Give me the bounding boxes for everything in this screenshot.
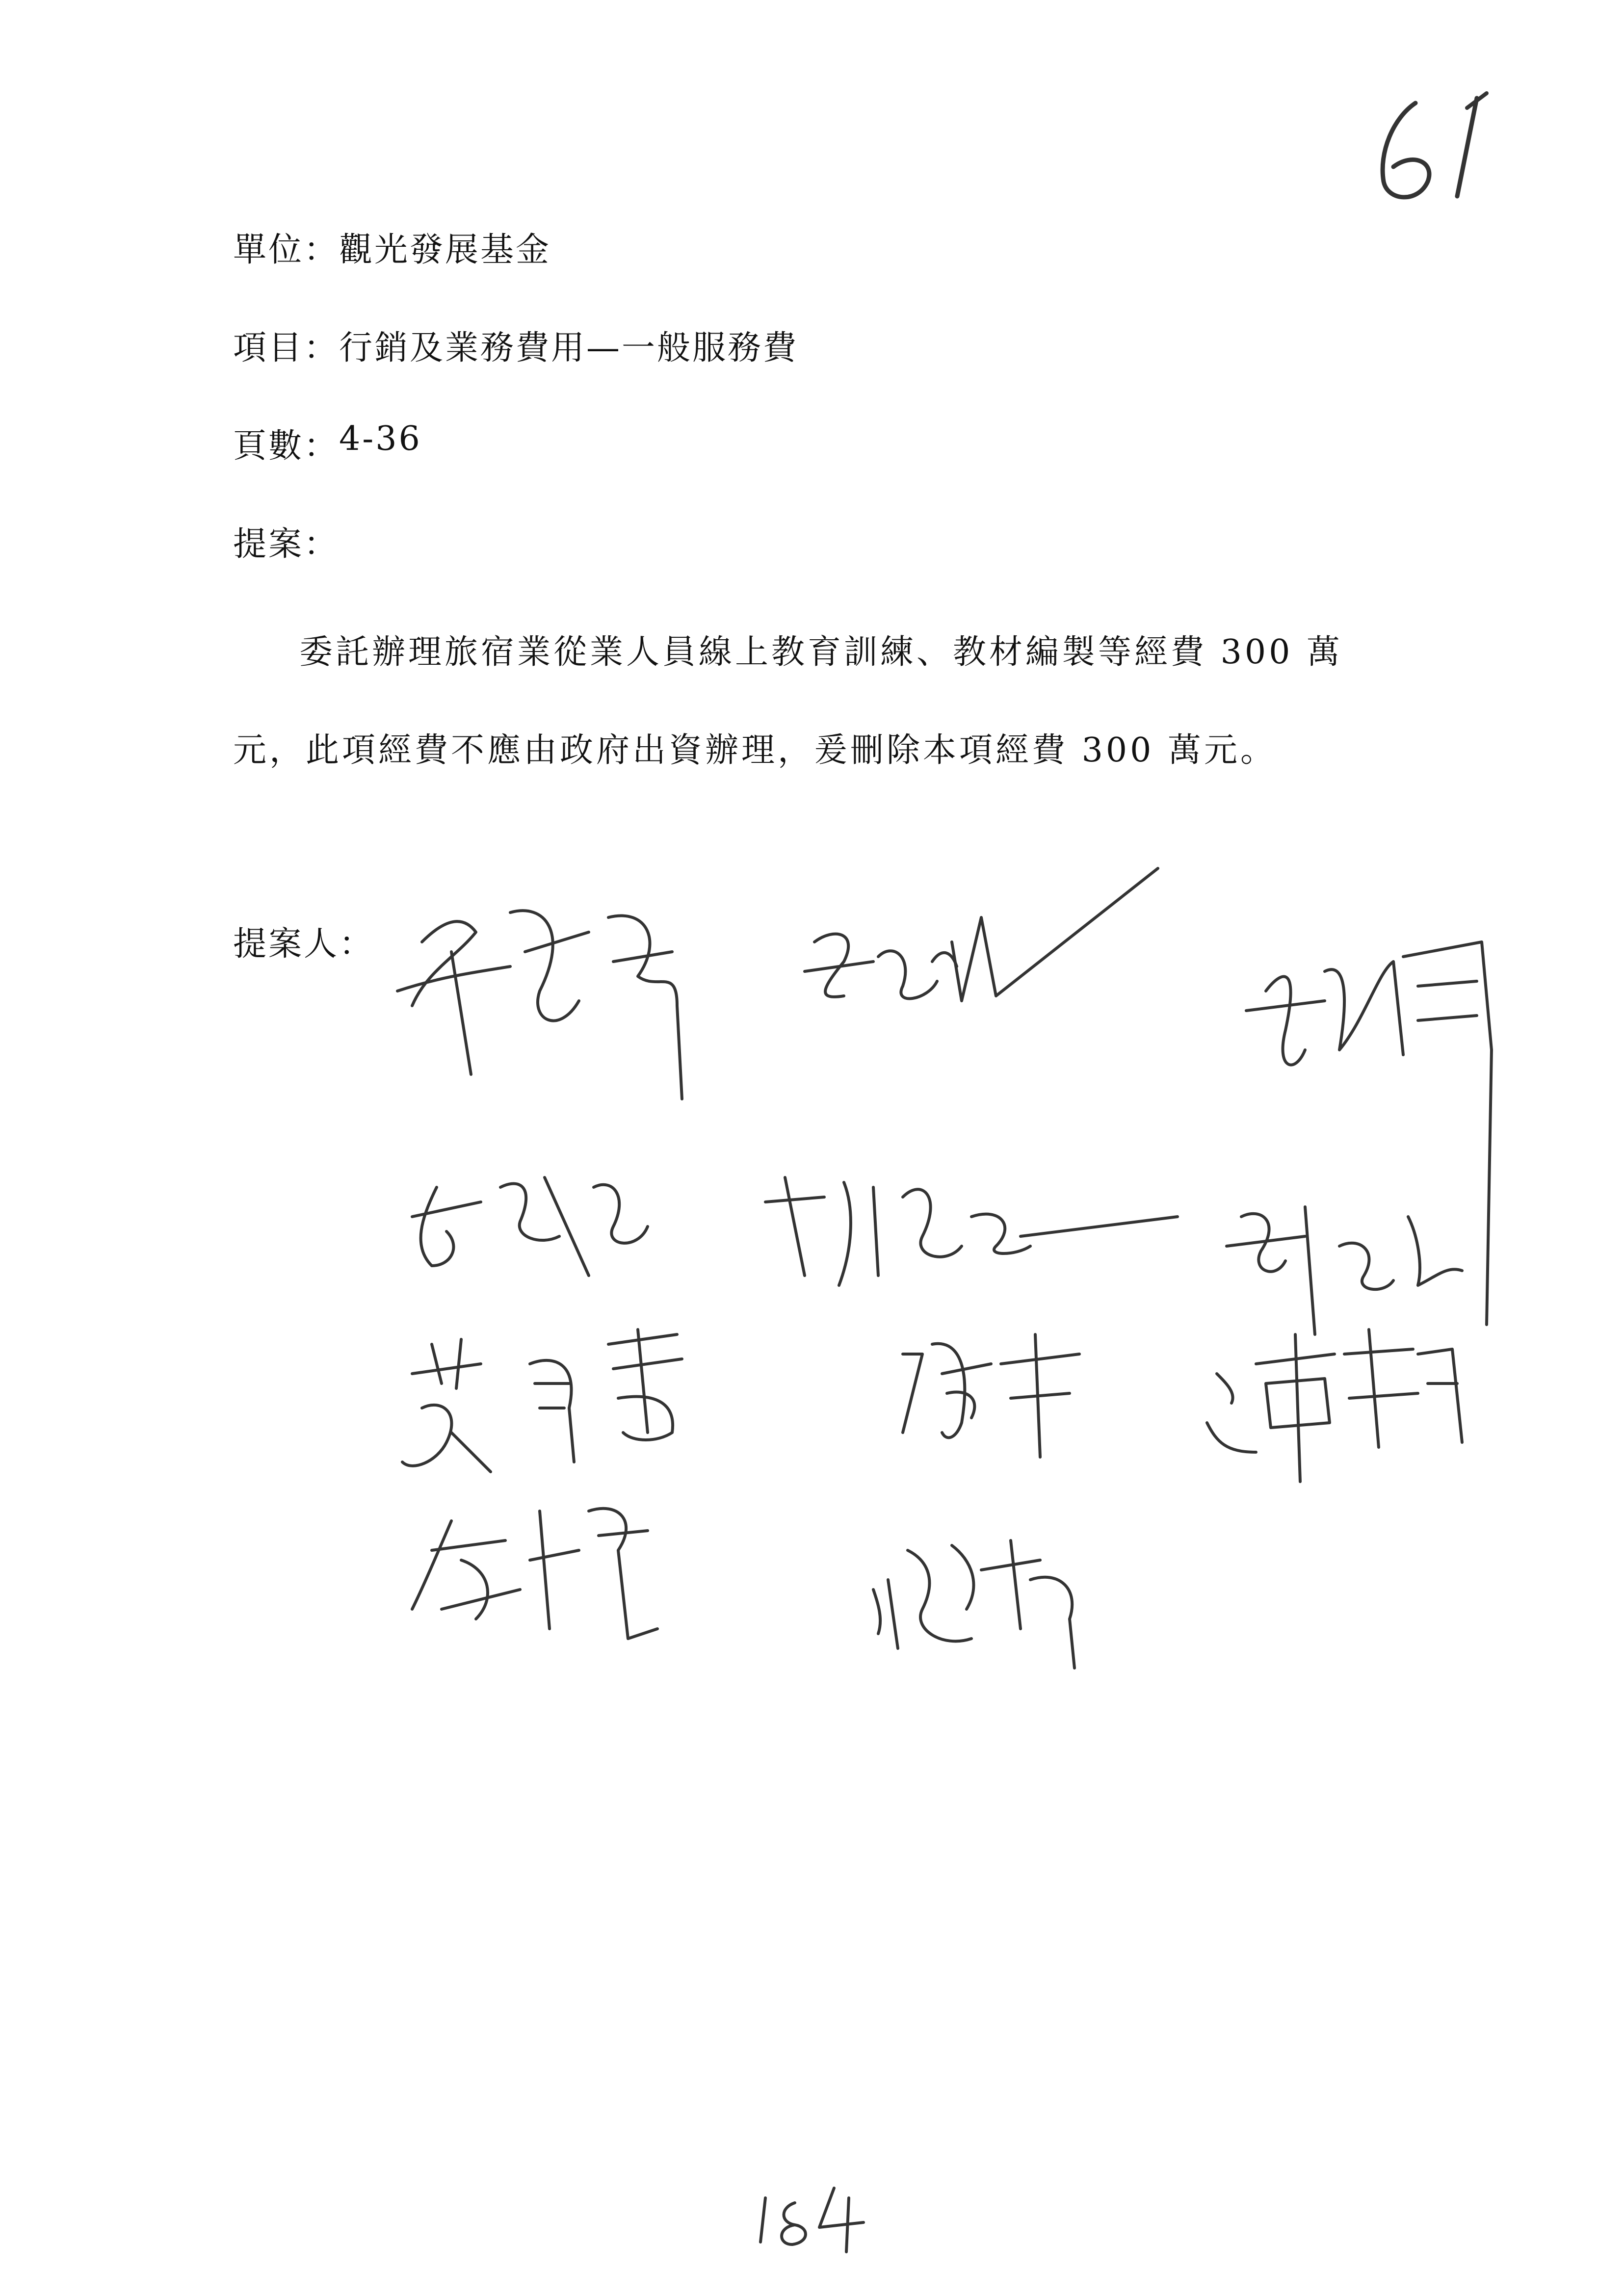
page-row [233,419,422,467]
signature-3 [932,868,1158,1001]
signature-7 [1227,1207,1462,1334]
signature-11 [412,1509,657,1639]
signature-9 [903,1334,1079,1457]
handwritten-number-61 [1364,88,1521,216]
proposers-label: 提案人： [233,925,375,964]
signature-6 [765,1177,1178,1285]
signature-12 [873,1540,1074,1668]
signatures-image [383,844,1536,1727]
item-row [233,321,798,369]
signature-10 [1207,1330,1462,1482]
page-label: 頁數： [233,427,340,466]
signature-1 [397,911,682,1099]
proposal-label: 提案： [233,525,340,564]
item-value: 行銷及業務費用—一般服務費 [339,329,799,367]
unit-row [233,223,551,271]
signature-2 [805,934,937,999]
signature-5 [412,1177,648,1276]
signature-8 [402,1330,682,1472]
page-value: 4-36 [339,419,422,458]
handwritten-page-number [751,2178,878,2257]
unit-label: 單位： [233,231,340,269]
item-label: 項目： [233,329,340,367]
unit-value: 觀光發展基金 [339,231,551,269]
proposal-text-line2: 元，此項經費不應由政府出資辦理，爰刪除本項經費 300 萬元。 [233,731,1277,770]
proposal-text-line1: 委託辦理旅宿業從業人員線上教育訓練、教材編製等經費 300 萬 [299,633,1343,672]
